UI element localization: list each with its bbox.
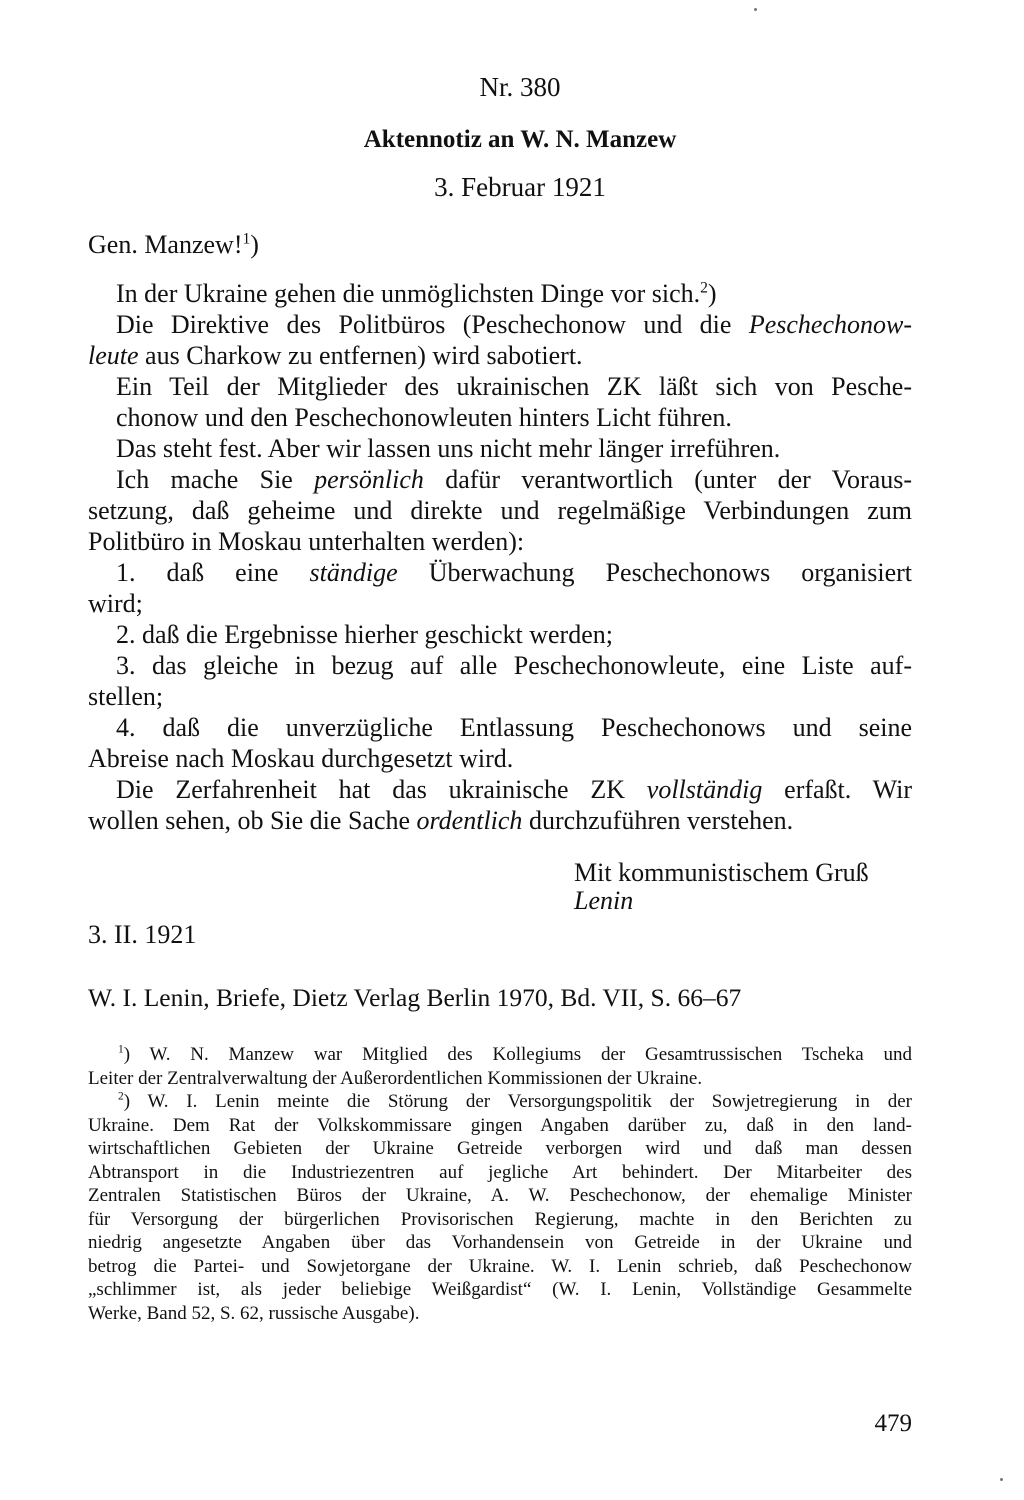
emphasis: leute <box>88 341 139 370</box>
footnote-line: „schlimmer ist, als jeder beliebige Weißgardist“ (W. I. Lenin, Vollständige Gesammelte <box>88 1279 912 1300</box>
text-line: chonow und den Peschechonowleuten hinters Licht führen. <box>116 403 732 432</box>
text-run: dafür verantwortlich (unter der Voraus- <box>423 465 913 494</box>
signature: Lenin <box>574 886 634 915</box>
text-run: ) <box>707 279 717 308</box>
text-line <box>88 464 912 495</box>
text-line: Abreise nach Moskau durchgesetzt wird. <box>88 744 514 773</box>
text-line: 4. daß die unverzügliche Entlassung Peschechonows und seine <box>116 713 912 742</box>
footnote-line: wirtschaftlichen Gebieten der Ukraine Getreide verborgen wird und daß man dessen <box>88 1138 912 1159</box>
text-line <box>88 278 912 309</box>
text-line: wird; <box>88 589 143 618</box>
text-run: Überwachung Peschechonows organisiert <box>397 558 912 587</box>
text-line <box>88 557 912 588</box>
text-run: durchzuführen verstehen. <box>522 806 794 835</box>
footnote-ref-2: 2 <box>700 279 708 297</box>
text-run: wollen sehen, ob Sie die Sache <box>88 806 417 835</box>
text-run: ) W. N. Manzew war Mitglied des Kollegiums der Gesamtrussischen Tscheka und <box>123 1044 912 1065</box>
text-line <box>88 340 912 371</box>
footnote-line: Werke, Band 52, S. 62, russische Ausgabe). <box>88 1302 420 1324</box>
text-line <box>88 774 912 805</box>
text-run: Die Zerfahrenheit hat das ukrainische ZK <box>116 775 647 804</box>
footnote-line: für Versorgung der bürgerlichen Provisorischen Regierung, machte in den Berichten zu <box>88 1208 912 1230</box>
text-run: erfaßt. Wir <box>762 775 912 804</box>
text-run: ) W. I. Lenin meinte die Störung der Versorgungspolitik der Sowjetregierung in der <box>123 1091 912 1112</box>
emphasis: Peschechonow- <box>748 310 912 339</box>
text-run: 1. daß eine <box>116 558 310 587</box>
emphasis: vollständig <box>646 775 763 804</box>
document-number: Nr. 380 <box>479 72 561 102</box>
footnote-mark: 1 <box>118 1043 124 1056</box>
text-line: 3. das gleiche in bezug auf alle Peschechonowleute, eine Liste auf- <box>116 651 912 680</box>
footnote-line: Zentralen Statistischen Büros der Ukraine, A. W. Peschechonow, der ehemalige Minister <box>88 1185 912 1206</box>
text-line: Politbüro in Moskau unterhalten werden): <box>88 527 525 556</box>
scan-speck <box>1000 1478 1003 1481</box>
footnote-line: niedrig angesetzte Angaben über das Vorhandensein von Getreide in der Ukraine und <box>88 1232 912 1253</box>
text-line <box>88 309 912 340</box>
footnote-line <box>88 1043 912 1067</box>
text-line: Das steht fest. Aber wir lassen uns nicht mehr länger irreführen. <box>116 434 781 463</box>
text-run: Ich mache Sie <box>116 465 315 494</box>
text-line <box>88 805 912 836</box>
text-line: Ein Teil der Mitglieder des ukrainischen ZK läßt sich von Pesche- <box>116 372 912 401</box>
letter-body <box>88 278 912 836</box>
text-line: stellen; <box>88 682 164 711</box>
salutation-text: Gen. Manzew! <box>88 230 243 259</box>
page-number: 479 <box>874 1410 912 1437</box>
letter-dateline: 3. II. 1921 <box>88 920 197 949</box>
footnote-line: Abtransport in die Industriezentren auf jegliche Art behindert. Der Mitarbeiter des <box>88 1161 912 1183</box>
footnotes <box>88 1043 912 1325</box>
text-run: Die Direktive des Politbüros (Peschechonow und die <box>116 310 749 339</box>
emphasis: persönlich <box>314 465 424 494</box>
footnote-line <box>88 1090 912 1114</box>
document-title: Aktennotiz an W. N. Manzew <box>363 126 677 153</box>
text-run: In der Ukraine gehen die unmöglichsten Dinge vor sich. <box>116 279 701 308</box>
footnote-mark: 2 <box>118 1090 124 1103</box>
footnote-line: betrog die Partei- und Sowjetorgane der Ukraine. W. I. Lenin schrieb, daß Peschechonow <box>88 1255 912 1277</box>
document-date: 3. Februar 1921 <box>434 172 606 202</box>
text-run: aus Charkow zu entfernen) wird sabotiert. <box>138 341 583 370</box>
salutation <box>88 230 912 260</box>
text-line: 2. daß die Ergebnisse hierher geschickt werden; <box>116 620 613 649</box>
footnote-line: Leiter der Zentralverwaltung der Außerordentlichen Kommissionen der Ukraine. <box>88 1067 703 1089</box>
emphasis: ständige <box>309 558 398 587</box>
text-line: setzung, daß geheime und direkte und regelmäßige Verbindungen zum <box>88 496 912 525</box>
source-citation: W. I. Lenin, Briefe, Dietz Verlag Berlin 1970, Bd. VII, S. 66–67 <box>88 983 742 1012</box>
salutation-tail: ) <box>250 230 259 259</box>
emphasis: ordentlich <box>416 806 523 835</box>
footnote-ref-1: 1 <box>242 230 251 248</box>
footnote-line: Ukraine. Dem Rat der Volkskommissare gingen Angaben darüber zu, daß in den land- <box>88 1114 912 1136</box>
scan-speck <box>754 8 757 11</box>
closing: Mit kommunistischem Gruß <box>574 858 869 887</box>
